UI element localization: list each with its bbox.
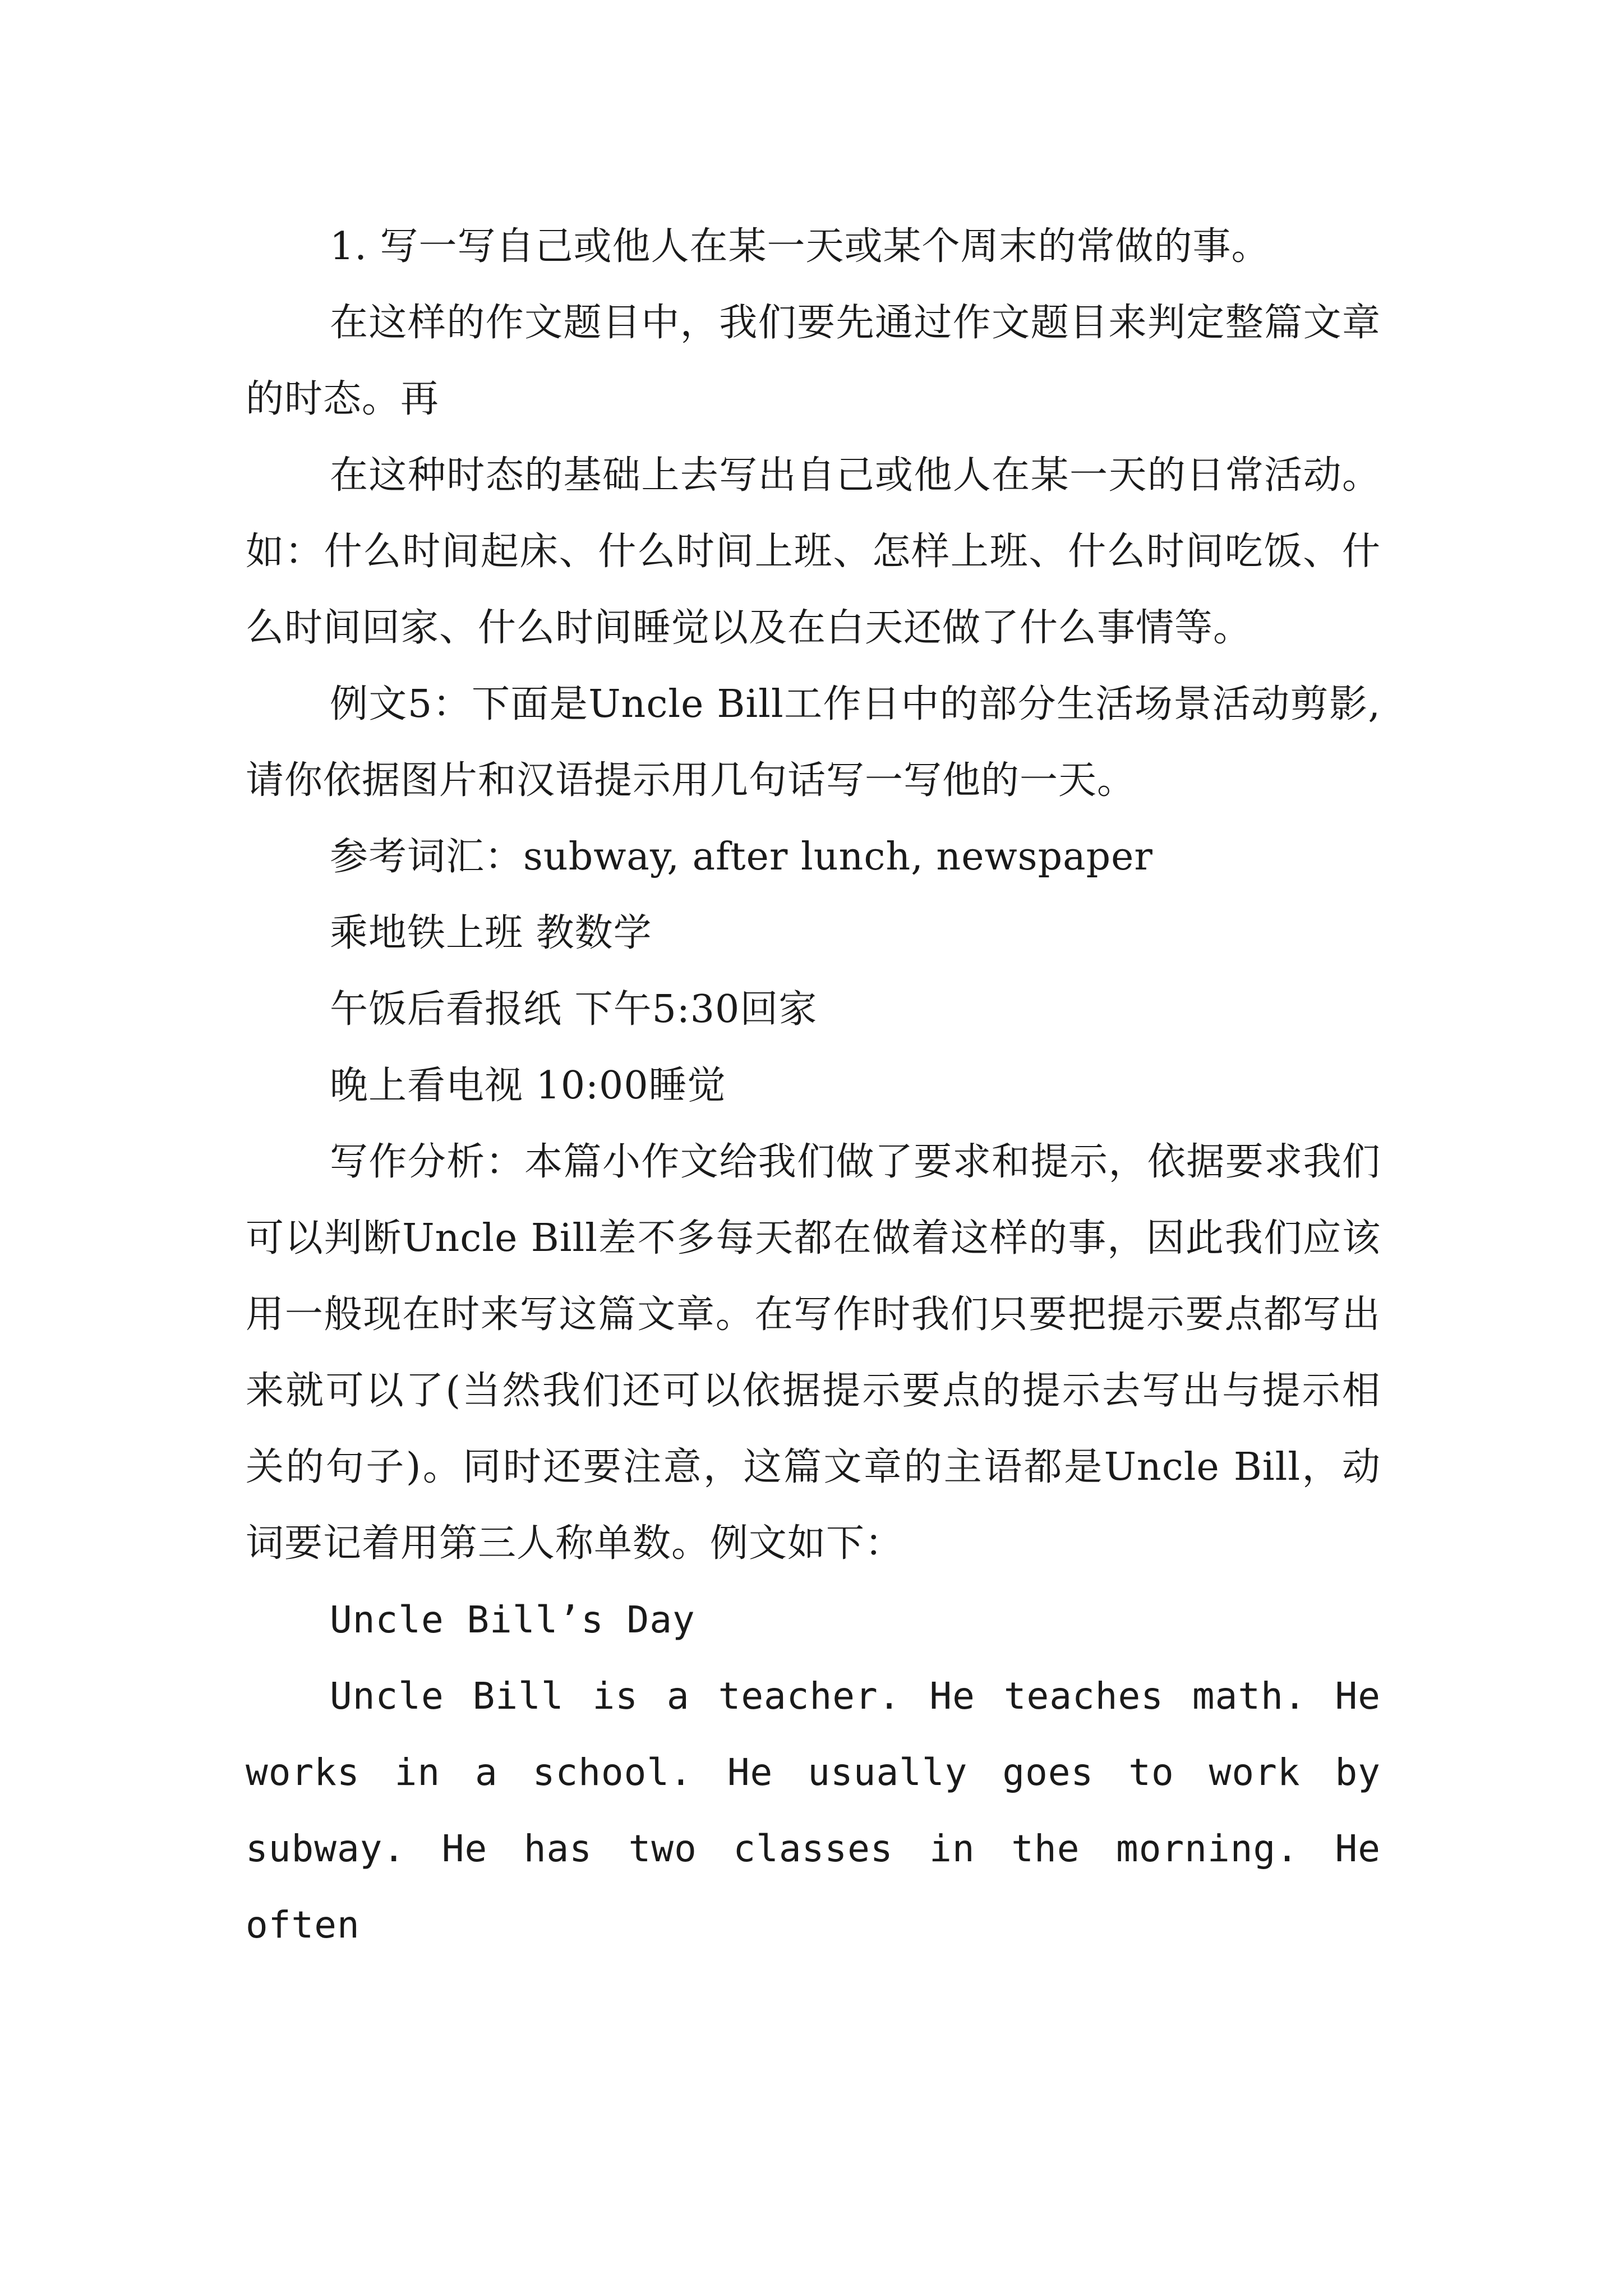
paragraph-tense-intro: 在这样的作文题目中，我们要先通过作文题目来判定整篇文章的时态。再 [246,301,1381,421]
paragraph-task-1: 1. 写一写自己或他人在某一天或某个周末的常做的事。 [330,224,1270,269]
paragraph-hint-3: 晚上看电视 10:00睡觉 [330,1064,726,1108]
essay-body: Uncle Bill is a teacher. He teaches math. He works in a school. He usually goes to work by subway. He has two classes in the morning. He often [246,1674,1381,1947]
document-body [246,209,1381,1963]
paragraph-writing-analysis: 写作分析：本篇小作文给我们做了要求和提示，依据要求我们可以判断Uncle Bill差不多每天都在做着这样的事，因此我们应该用一般现在时来写这篇文章。在写作时我们只要把提示要点都写出来就可以了(当然我们还可以依据提示要点的提示去写出与提示相关的句子)。同时还要注意，这篇文章的主语都是Uncle Bill，动词要记着用第三人称单数。例文如下： [246,1140,1381,1566]
paragraph-daily-activities: 在这种时态的基础上去写出自己或他人在某一天的日常活动。如：什么时间起床、什么时间上班、怎样上班、什么时间吃饭、什么时间回家、什么时间睡觉以及在白天还做了什么事情等。 [246,453,1381,650]
paragraph-hint-1: 乘地铁上班 教数学 [330,911,652,955]
paragraph-hint-2: 午饭后看报纸 下午5:30回家 [330,987,818,1032]
paragraph-example-5: 例文5：下面是Uncle Bill工作日中的部分生活场景活动剪影,请你依据图片和汉语提示用几句话写一写他的一天。 [246,682,1381,803]
essay-title: Uncle Bill’s Day [330,1598,695,1641]
paragraph-vocabulary: 参考词汇：subway, after lunch, newspaper [330,835,1153,879]
